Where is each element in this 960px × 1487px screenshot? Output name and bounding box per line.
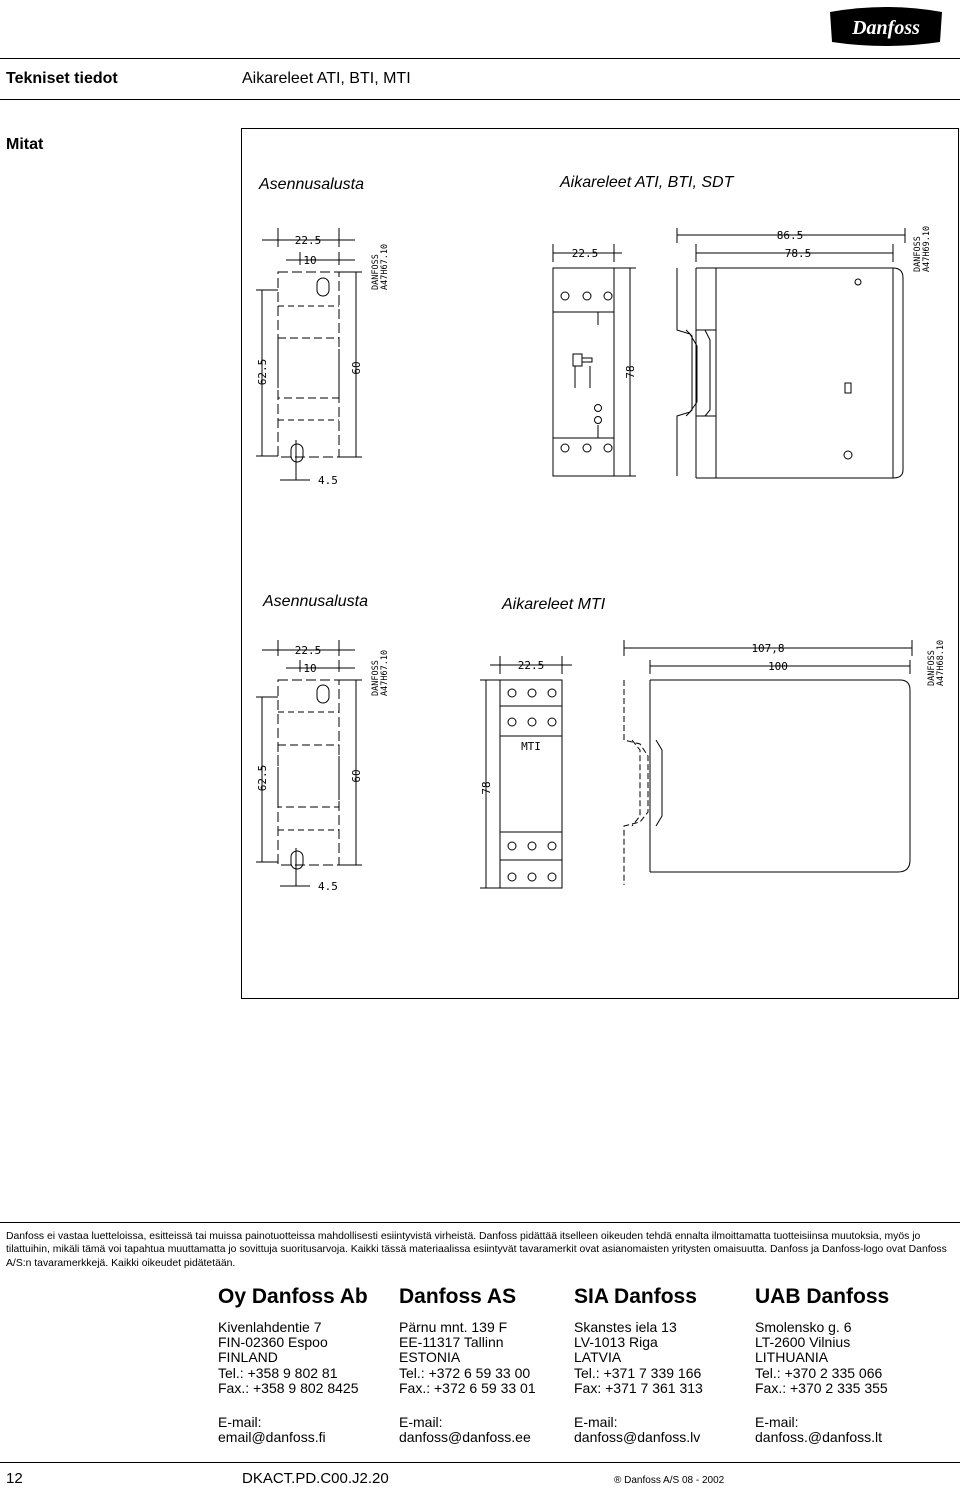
d1-code-ref: A47H67.10 [380,243,390,290]
d3-code-brand: DANFOSS [371,660,381,696]
mti-front-drawing [480,656,572,888]
company-latvia: SIA Danfoss Skanstes iela 13 LV-1013 Riga LATVIA Tel.: +371 7 339 166 Fax: +371 7 361 313 E-mail: danfoss@danfoss.lv [574,1285,754,1445]
d1-dim-height: 62.5 [256,358,269,386]
relay-side-drawing-top [677,228,905,478]
email-link[interactable]: danfoss.@danfoss.lt [755,1429,883,1446]
d3-dim-height: 62.5 [256,764,269,792]
header-left-title: Tekniset tiedot [6,70,118,87]
copyright: ® Danfoss A/S 08 - 2002 [614,1475,725,1486]
caption-bottom-right: Aikareleet MTI [502,596,606,613]
company-name: SIA Danfoss [574,1285,697,1308]
d2-dim-depth-outer: 86.5 [776,229,804,242]
relay-front-drawing-top [553,244,636,476]
d3-dim-inner-height: 60 [350,769,363,783]
company-lithuania: UAB Danfoss Smolensko g. 6 LT-2600 Vilnius LITHUANIA Tel.: +370 2 335 066 Fax.: +370 2 335 355 E-mail: danfoss.@danfoss.lt [755,1285,935,1445]
d4-code-ref: A47H68.10 [936,639,946,686]
d1-dim-inner-height: 60 [350,361,363,375]
email-link[interactable]: danfoss@danfoss.lv [574,1429,701,1446]
d1-code-brand: DANFOSS [371,254,381,290]
d2-dim-depth-inner: 78.5 [784,247,812,260]
d1-dim-width: 22.5 [294,234,322,247]
company-name: Danfoss AS [399,1285,517,1308]
page-number: 12 [6,1470,23,1487]
email-link[interactable]: danfoss@danfoss.ee [399,1429,531,1446]
caption-top-left: Asennusalusta [259,176,364,193]
disclaimer-text: Danfoss ei vastaa luetteloissa, esitteissä tai muissa painotuotteissa mahdollisesti esiintyvistä virheistä. Danfoss pidättää itselleen oikeuden tehdä ennalta ilmoittamatta tuotteisiinsa muutoksia, myös jo tilattuihin, mikäli tämä voi tapahtua muuttamatta jo sovittuja suoritusarvoja. Kaikki tässä materiaalissa esiintyvät tavaramerkit ovat asianomaisten yritysten omaisuutta. Danfoss ja Danfoss-logo ovat Danfoss A/S:n tavaramerkkejä. Kaikki oikeudet pidätetään. [6,1231,947,1269]
logo-text: Danfoss [852,17,920,39]
company-estonia: Danfoss AS Pärnu mnt. 139 F EE-11317 Tallinn ESTONIA Tel.: +372 6 59 33 00 Fax.: +372 6 59 33 01 E-mail: danfoss@danfoss.ee [399,1285,579,1445]
d2-dim-height: 78 [624,365,637,379]
company-name: Oy Danfoss Ab [218,1285,368,1308]
footer-rule [0,1462,960,1463]
company-name: UAB Danfoss [755,1285,890,1308]
section-title: Mitat [6,136,44,153]
d4-dim-depth-outer: 107,8 [751,642,785,655]
doc-code: DKACT.PD.C00.J2.20 [242,1470,389,1487]
d3-dim-bottom: 4.5 [318,880,338,893]
d2-code-brand: DANFOSS [913,236,923,272]
d3-dim-width: 22.5 [294,644,322,657]
d2-dim-width: 22.5 [571,247,599,260]
d2-code-ref: A47H69.10 [922,225,932,272]
d4-code-brand: DANFOSS [927,650,937,686]
mti-side-drawing [624,640,912,885]
d4-dim-width: 22.5 [517,659,545,672]
mounting-plate-drawing-top [256,228,390,487]
d3-code-ref: A47H67.10 [380,649,390,696]
header-right-title: Aikareleet ATI, BTI, MTI [242,70,411,87]
caption-bottom-left: Asennusalusta [263,593,368,610]
caption-top-right: Aikareleet ATI, BTI, SDT [560,174,734,191]
d4-label: MTI [521,740,541,753]
d1-dim-bottom: 4.5 [318,474,338,487]
company-finland: Oy Danfoss Ab Kivenlahdentie 7 FIN-02360 Espoo FINLAND Tel.: +358 9 802 81 Fax.: +358 9 802 8425 E-mail: email@danfoss.fi [218,1285,398,1445]
d4-dim-height: 78 [480,781,493,795]
d4-dim-depth-inner: 100 [768,660,788,673]
email-link[interactable]: email@danfoss.fi [218,1429,326,1446]
mounting-plate-drawing-bottom [256,640,390,893]
disclaimer-rule [0,1222,960,1223]
d3-dim-inner: 10 [303,662,317,675]
d1-dim-inner: 10 [303,254,317,267]
